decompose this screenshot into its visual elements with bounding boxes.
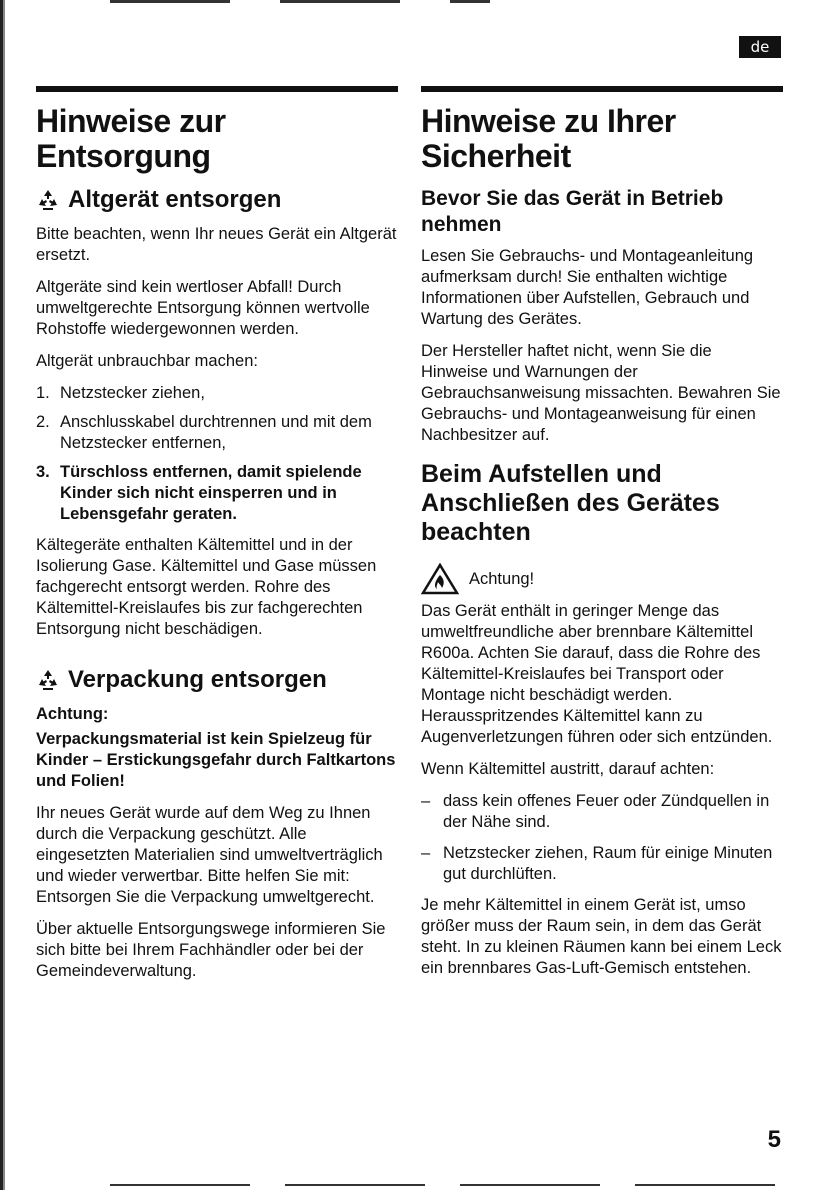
section-heading-bevor: Bevor Sie das Gerät in Betrieb nehmen [421, 187, 724, 236]
paragraph: Der Hersteller haftet nicht, wenn Sie die Hinweise und Warnungen der Gebrauchsanweisung missachten. Bewahren Sie Gebrauchs- und Montageanweisung für einen Nachbesitzer auf. [421, 342, 781, 444]
steps-list [36, 383, 398, 525]
right-column [421, 86, 783, 990]
section-heading-text: Altgerät entsorgen [68, 186, 282, 213]
paragraph: Ihr neues Gerät wurde auf dem Weg zu Ihnen durch die Verpackung geschützt. Alle eingesetzten Materialien sind umweltverträglich und wieder verwertbar. Bitte helfen Sie mit: Entsorgen Sie die Verpackung umweltgerecht. [36, 804, 383, 906]
recycle-icon [36, 668, 60, 692]
paragraph: Bitte beachten, wenn Ihr neues Gerät ein Altgerät ersetzt. [36, 225, 397, 264]
language-badge: de [739, 36, 781, 58]
paragraph: Wenn Kältemittel austritt, darauf achten: [421, 760, 715, 778]
warning-text: Verpackungsmaterial ist kein Spielzeug für Kinder – Erstickungsgefahr durch Faltkartons und Folien! [36, 730, 396, 790]
paragraph: Über aktuelle Entsorgungswege informieren Sie sich bitte bei Ihrem Fachhändler oder bei der Gemeindeverwaltung. [36, 920, 386, 980]
section-heading-aufstellen: Beim Aufstellen und Anschließen des Gerätes beachten [421, 460, 720, 546]
list-item: – Netzstecker ziehen, Raum für einige Minuten gut durchlüften. [421, 844, 773, 883]
section-rule [36, 86, 398, 92]
fire-warning-icon [421, 563, 459, 595]
paragraph: Altgerät unbrauchbar machen: [36, 352, 258, 370]
paragraph: Je mehr Kältemittel in einem Gerät ist, umso größer muss der Raum sein, in dem das Gerät steht. In zu kleinen Räumen kann bei einem Leck ein brennbares Gas-Luft-Gemisch entstehen. [421, 896, 782, 977]
list-item: – dass kein offenes Feuer oder Zündquellen in der Nähe sind. [421, 792, 770, 831]
paragraph: Altgeräte sind kein wertloser Abfall! Durch umweltgerechte Entsorgung können wertvolle Rohstoffe wiedergewonnen werden. [36, 278, 370, 338]
top-border [110, 0, 490, 3]
bottom-border [110, 1184, 790, 1186]
dash-list [421, 791, 783, 885]
left-column [36, 86, 398, 993]
attention-label: Achtung: [36, 705, 109, 723]
section-heading-verpackung [36, 666, 398, 694]
warning-label: Achtung! [469, 569, 535, 588]
list-item: 2. Anschlusskabel durchtrennen und mit dem Netzstecker entfernen, [36, 413, 372, 452]
list-item: 1. Netzstecker ziehen, [36, 384, 205, 402]
section-heading-altgeraet [36, 186, 398, 214]
recycle-icon [36, 188, 60, 212]
section-heading-text: Verpackung entsorgen [68, 666, 327, 693]
section-rule [421, 86, 783, 92]
left-title: Hinweise zur Entsorgung [36, 103, 226, 174]
page-edge [0, 0, 12, 1190]
page-number: 5 [767, 1126, 781, 1153]
right-title: Hinweise zu Ihrer Sicherheit [421, 103, 676, 174]
paragraph: Lesen Sie Gebrauchs- und Montageanleitung aufmerksam durch! Sie enthalten wichtige Informationen über Aufstellen, Gebrauch und Wartung des Gerätes. [421, 247, 754, 328]
list-item: 3. Türschloss entfernen, damit spielende Kinder sich nicht einsperren und in Lebensgefahr geraten. [36, 463, 362, 523]
warning-notice [421, 563, 783, 595]
paragraph: Kältegeräte enthalten Kältemittel und in der Isolierung Gase. Kältemittel und Gase müssen fachgerecht entsorgt werden. Rohre des Kältemittel-Kreislaufes bis zur fachgerechten Entsorgung nicht beschädigen. [36, 536, 377, 638]
paragraph: Das Gerät enthält in geringer Menge das umweltfreundliche aber brennbare Kältemittel R600a. Achten Sie darauf, dass die Rohre des Kältemittel-Kreislaufes bei Transport oder Montage nicht beschädigt werden. Herausspritzendes Kältemittel kann zu Augenverletzungen führen oder sich entzünden. [421, 602, 773, 746]
